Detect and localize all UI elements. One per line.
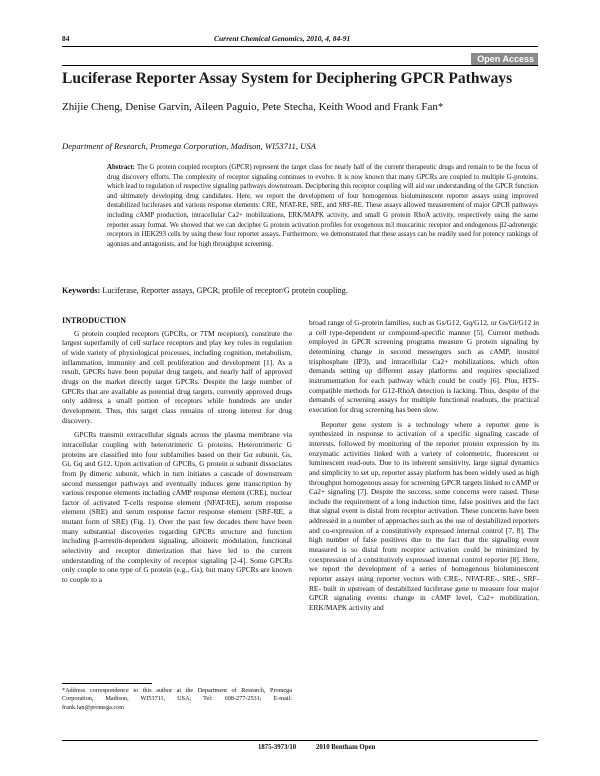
abstract [107, 163, 538, 249]
keywords-text: Luciferase, Reporter assays, GPCR, profile of receptor/G protein coupling. [102, 286, 348, 295]
abstract-label: Abstract: [107, 164, 135, 171]
open-access-badge: Open Access [471, 53, 538, 65]
article-title: Luciferase Reporter Assay System for Deciphering GPCR Pathways [62, 70, 513, 87]
right-column [309, 318, 539, 618]
header-rule [62, 46, 538, 47]
abstract-text: The G protein coupled receptors (GPCR) represent the target class for nearly half of the current therapeutic drugs and remain to be the focus of drug discovery efforts. The complexity of receptor signaling continues to evolve. It is now known that many GPCRs are coupled to multiple G-proteins, which lead to regulation of respective signaling pathways downstream. Deciphering this receptor coupling will aid our understanding of the GPCR function and ultimately developing drug candidates. Here, we report the development of four homogenous bioluminescent reporter assays using improved destabilized luciferases and various response elements: CRE, NFAT-RE, SRE, and SRF-RE. These assays allowed measurement of major GPCR pathways including cAMP production, intracellular Ca2+ mobilizations, ERK/MAPK activity, and small G protein RhoA activity, respectively using the same reporter assay format. We showed that we can decipher G protein activation profiles for exogenous m3 muscarinic receptor and endogenous β2-adrenergic receptors in HEK293 cells by using these four reporter assays. Furthermore, we demonstrated that these assays can be readily used for potency rankings of agonists and antagonists, and for high throughput screening. [107, 164, 538, 248]
journal-citation: Current Chemical Genomics, 2010, 4, 84-91 [214, 34, 351, 43]
footnote-rule [62, 683, 152, 684]
body-paragraph: broad range of G-protein families, such as Gs/G12, Gq/G12, or Gs/Gi/G12 in a cell type-dependent or compound-specific manner [5]. Current methods employed in GPCR screening programs measure G protein signaling by determining change in second messengers such as cAMP, inositol trisphosphate (IP3), and intracellular Ca2+ mobilizations, which often demands setting up different assay platforms and requires specialized instrumentation for each pathway which could be costly [6]. Plus, HTS-compatible methods for G12-RhoA detection is lacking. Thus, despite of the demands of screening assays for multiple functional readouts, the practical execution for drug screening has been slow. [309, 318, 539, 414]
keywords-label: Keywords: [62, 286, 101, 295]
footer-rule [62, 740, 538, 741]
affiliation: Department of Research, Promega Corporation, Madison, WI53711, USA [62, 141, 316, 151]
body-paragraph: G protein coupled receptors (GPCRs, or 7TM receptors), constitute the largest superfamily of cell surface receptors and play key roles in regulation of wide variety of physiological processes, including cognition, metabolism, inflammation, immunity and cell proliferation and development [1]. As a result, GPCRs have been popular drug targets, and nearly half of approved drugs on the market directly target GPCRs. Despite the large number of GPCRs that are available as potential drug targets, currently approved drugs only address a small portion of receptors while hundreds are under development. Thus, this target class remains of strong interest for drug discovery. [62, 328, 292, 425]
body-paragraph: Reporter gene system is a technology where a reporter gene is synthesized in response to activation of a specific signaling cascade of interests, followed by monitoring of the reporter protein expression by its enzymatic activities linked with a variety of colormetric, fluorescent or luminescent read-outs. Due to its inherent sensitivity, large signal dynamics and simplicity to set up, reporter assay platform has been widely used as high throughput homogenous assay for screening GPCR targets linked to cAMP or Ca2+ signaling [7]. Despite the success, some concerns were raised. These include the requirement of a long induction time, false positives and the fact that signal event is distal from receptor activation. These concerns have been addressed in a number of approaches such as the use of destabilized reporters and co-expression of a constitutively expressed internal control [7, 8]. The high number of false positives due to the fact that the signaling event measured is so distal from receptor activation could be minimized by coexpression of a constitutively expressed internal control reporter [8]. Here, we report the development of a series of homogenous bioluminescent reporter assays using reporter vectors with CRE-, NFAT-RE-, SRE-, SRF-RE- built in upstream of destabilized luciferase gene to measure four major GPCR signaling events: change in cAMP level, Ca2+ mobilization, ERK/MAPK activity and [309, 419, 539, 613]
issn: 1875-3973/10 [258, 744, 297, 751]
publisher: 2010 Bentham Open [316, 744, 376, 751]
running-head [62, 34, 538, 46]
badge-rule [62, 65, 538, 66]
footer [62, 744, 538, 754]
correspondence-footnote: *Address correspondence to this author at the Department of Research, Promega Corporation, Madison, WI53711, USA; Tel: 608-277-2531; E-mail: frank.fan@promega.com [62, 687, 292, 711]
left-column [62, 316, 292, 590]
page-number: 84 [62, 34, 70, 43]
keywords [62, 286, 538, 295]
body-paragraph: GPCRs transmit extracellular signals across the plasma membrane via intracellular coupling with heterotrimeric G proteins. Heterotrimeric G proteins are classified into four subfamilies based on their Gα subunit, Gs, Gi, Gq and G12. Upon activation of GPCRs, G protein α subunit dissociates from βγ dimeric subunit, which in turn initiates a cascade of downstream second messenger pathways and eventually induces gene transcription by various response elements including cAMP response element (CRE), nuclear factor of activated T-cells response element (NFAT-RE), serum response element (SRE) and serum response factor response element (SRF-RE, a mutant form of SRE) (Fig. 1). Over the past few decades there have been many substantial discoveries regarding GPCRs structure and function including β-arrestin-dependent signaling, allosteric modulation, functional selectivity and receptor dimerization that have led to the current understanding of the complexity of receptor signaling [2-4]. Some GPCRs only couple to one type of G protein (e.g., Gs), but many GPCRs are known to couple to a [62, 430, 292, 585]
section-heading-introduction: INTRODUCTION [62, 316, 127, 325]
author-list: Zhijie Cheng, Denise Garvin, Aileen Paguio, Pete Stecha, Keith Wood and Frank Fan* [62, 101, 444, 113]
